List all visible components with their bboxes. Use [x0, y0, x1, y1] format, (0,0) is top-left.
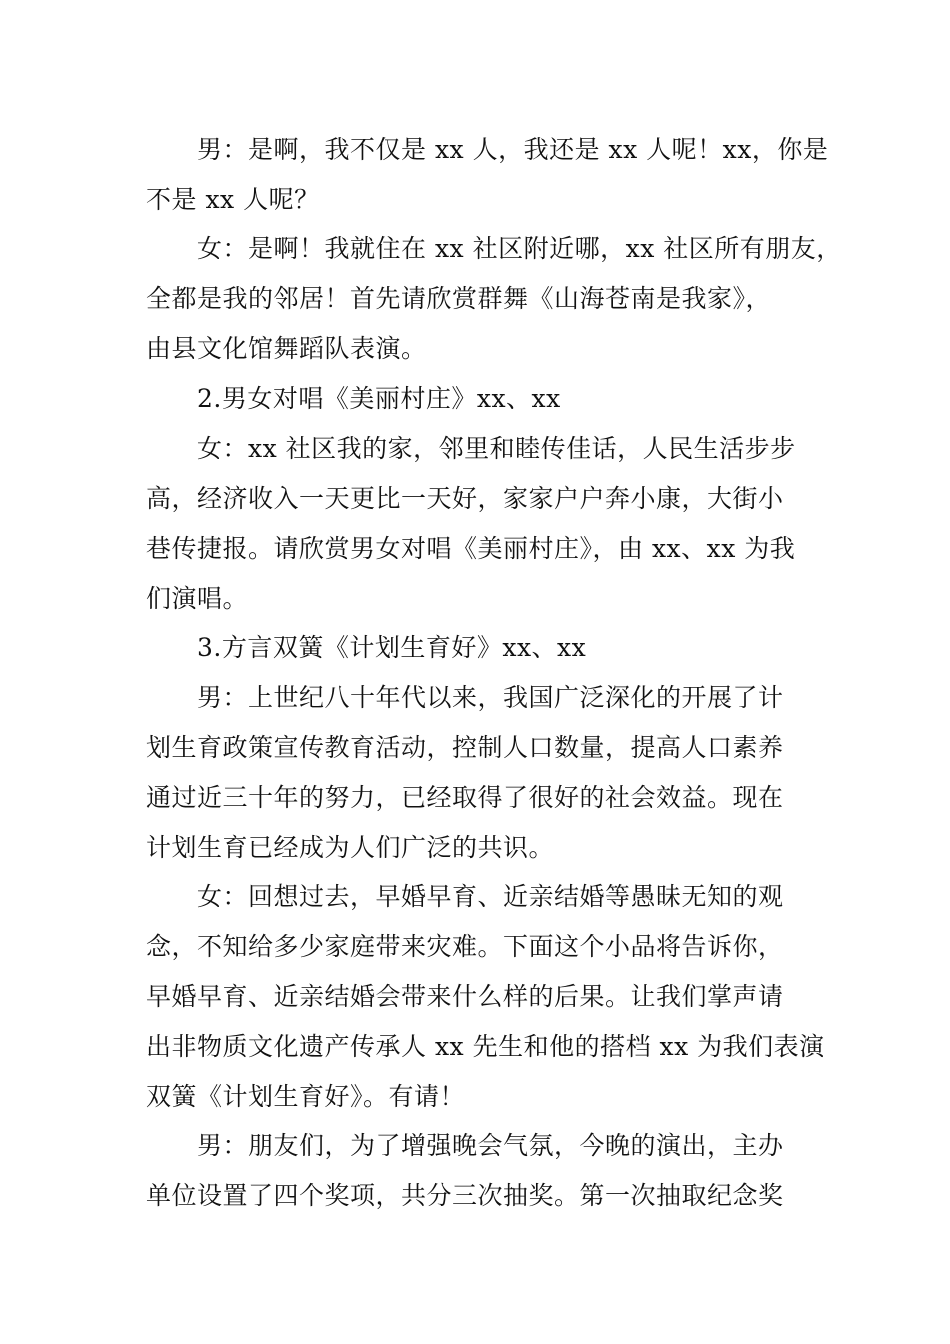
- text-line: 计划生育已经成为人们广泛的共识。: [146, 833, 555, 862]
- text-line: 们演唱。: [146, 584, 249, 613]
- text-line: 念，不知给多少家庭带来灾难。下面这个小品将告诉你，: [146, 932, 784, 961]
- text-line: 全都是我的邻居！首先请欣赏群舞《山海苍南是我家》，: [146, 284, 772, 313]
- text-line: 巷传捷报。请欣赏男女对唱《美丽村庄》，由 xx、xx 为我: [146, 534, 796, 563]
- text-line: 通过近三十年的努力，已经取得了很好的社会效益。现在: [146, 783, 784, 812]
- text-line: 男：是啊，我不仅是 xx 人，我还是 xx 人呢！xx，你是: [197, 135, 829, 164]
- text-line: 单位设置了四个奖项，共分三次抽奖。第一次抽取纪念奖: [146, 1181, 784, 1210]
- text-line: 划生育政策宣传教育活动，控制人口数量，提高人口素养: [146, 733, 784, 762]
- text-line: 男：上世纪八十年代以来，我国广泛深化的开展了计: [197, 683, 784, 712]
- text-line: 出非物质文化遗产传承人 xx 先生和他的搭档 xx 为我们表演: [146, 1032, 825, 1061]
- text-line: 由县文化馆舞蹈队表演。: [146, 334, 427, 363]
- section-heading: 3.方言双簧《计划生育好》xx、xx: [197, 633, 587, 662]
- text-line: 女：xx 社区我的家，邻里和睦传佳话，人民生活步步: [197, 434, 796, 463]
- text-line: 女：是啊！我就住在 xx 社区附近哪，xx 社区所有朋友，: [197, 234, 842, 263]
- text-line: 高，经济收入一天更比一天好，家家户户奔小康，大街小: [146, 484, 784, 513]
- text-line: 女：回想过去，早婚早育、近亲结婚等愚昧无知的观: [197, 882, 784, 911]
- text-line: 不是 xx 人呢？: [146, 185, 320, 214]
- text-line: 早婚早育、近亲结婚会带来什么样的后果。让我们掌声请: [146, 982, 784, 1011]
- section-heading: 2.男女对唱《美丽村庄》xx、xx: [197, 384, 561, 413]
- text-line: 双簧《计划生育好》。有请！: [146, 1082, 466, 1111]
- text-line: 男：朋友们，为了增强晚会气氛，今晚的演出，主办: [197, 1131, 784, 1160]
